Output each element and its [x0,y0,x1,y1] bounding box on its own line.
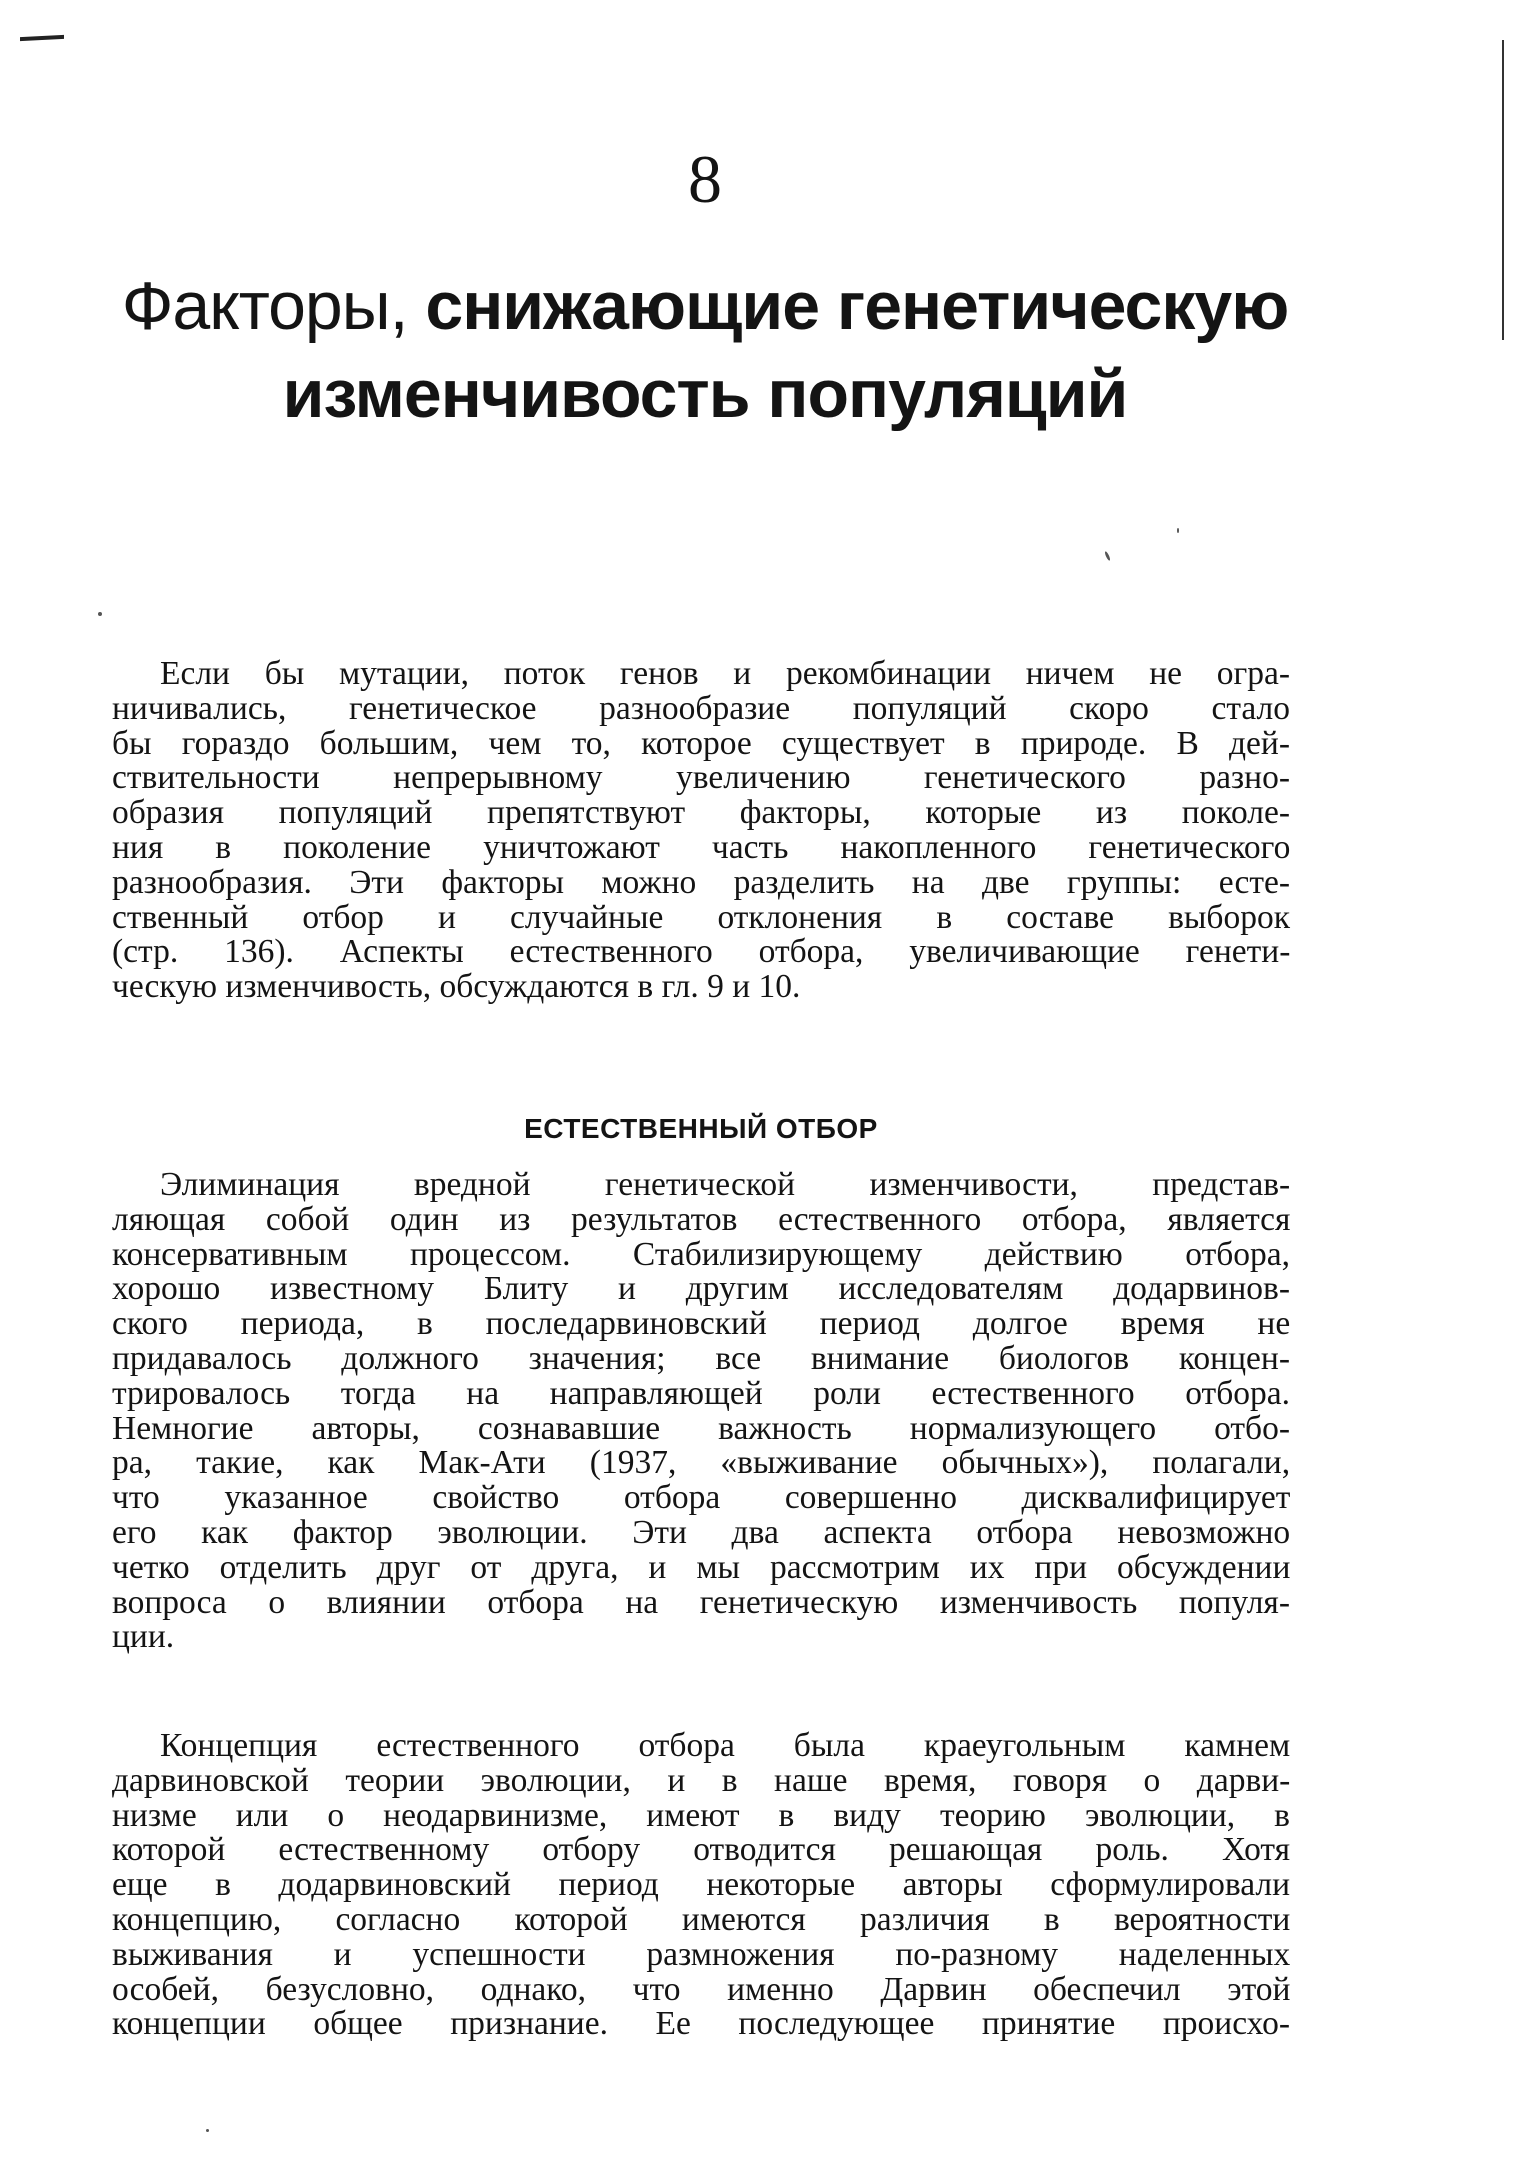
paragraph-concept [112,1729,1290,2042]
text-line: ния в поколение уничтожают часть накопленного генетического [112,828,1291,866]
text-line: ствительности непрерывному увеличению генетического разно- [112,759,1290,797]
text-line: еще в додарвиновский период некоторые авторы сформулировали [112,1866,1291,1904]
scan-speck [1177,528,1179,533]
text-line: консервативным процессом. Стабилизирующему действию отбора, [112,1235,1290,1273]
text-line: что указанное свойство отбора совершенно дисквалифицирует [112,1479,1291,1517]
paragraph-intro [112,657,1290,1005]
scan-corner-mark [20,35,64,41]
text-line: ского периода, в последарвиновский период долгое время не [112,1305,1291,1343]
scan-speck [98,612,102,616]
text-line: бы гораздо большим, чем то, которое существует в природе. В дей- [112,724,1290,762]
text-line: (стр. 136). Аспекты естественного отбора, увеличивающие генети- [112,933,1291,971]
text-line: Немногие авторы, сознававшие важность нормализующего отбо- [112,1409,1291,1447]
text-line: дарвиновской теории эволюции, и в наше время, говоря о дарви- [112,1761,1291,1799]
section-heading: ЕСТЕСТВЕННЫЙ ОТБОР [524,1113,878,1144]
text-line: Если бы мутации, поток генов и рекомбинации ничем не огра- [160,655,1290,692]
text-line: ственный отбор и случайные отклонения в составе выборок [112,898,1290,936]
text-line: ляющая собой один из результатов естественного отбора, является [112,1200,1291,1238]
chapter-title [60,262,1350,438]
text-line: хорошо известному Блиту и другим исследователям додарвинов- [112,1270,1290,1308]
text-line: Элиминация вредной генетической изменчивости, представ- [160,1166,1291,1203]
text-line: вопроса о влиянии отбора на генетическую изменчивость популя- [112,1583,1290,1621]
text-line: ции. [112,1618,175,1656]
scan-edge-line [1502,40,1504,340]
paragraph-elimination [112,1168,1290,1655]
text-line: его как фактор эволюции. Эти два аспекта отбора невозможно [112,1513,1291,1551]
scan-speck [1104,551,1111,561]
text-line: выживания и успешности размножения по-разному наделенных [112,1935,1291,1973]
text-line: особей, безусловно, однако, что именно Дарвин обеспечил этой [112,1970,1291,2008]
text-line: концепцию, согласно которой имеются различия в вероятности [112,1900,1291,1938]
text-line: трировалось тогда на направляющей роли естественного отбора. [112,1374,1290,1412]
text-line: ничивались, генетическое разнообразие популяций скоро стало [112,689,1290,727]
text-line: разнообразия. Эти факторы можно разделить на две группы: есте- [112,863,1290,901]
scan-speck [206,2129,209,2132]
chapter-title-line-2: изменчивость популяций [282,356,1128,432]
text-line: которой естественному отбору отводится решающая роль. Хотя [112,1831,1290,1869]
text-line: ческую изменчивость, обсуждаются в гл. 9 и 10. [112,968,801,1006]
text-line: ра, такие, как Мак-Ати (1937, «выживание обычных»), полагали, [112,1444,1291,1482]
text-line: четко отделить друг от друга, и мы рассмотрим их при обсуждении [112,1548,1291,1586]
chapter-title-line-1: Факторы, снижающие генетическую [121,268,1289,344]
chapter-number: 8 [688,141,722,217]
text-line: низме или о неодарвинизме, имеют в виду теорию эволюции, в [112,1796,1290,1834]
text-line: Концепция естественного отбора была краеугольным камнем [160,1727,1291,1764]
text-line: концепции общее признание. Ее последующее принятие происхо- [112,2005,1290,2043]
text-line: образия популяций препятствуют факторы, которые из поколе- [112,794,1290,832]
text-line: придавалось должного значения; все внимание биологов концен- [112,1339,1290,1377]
